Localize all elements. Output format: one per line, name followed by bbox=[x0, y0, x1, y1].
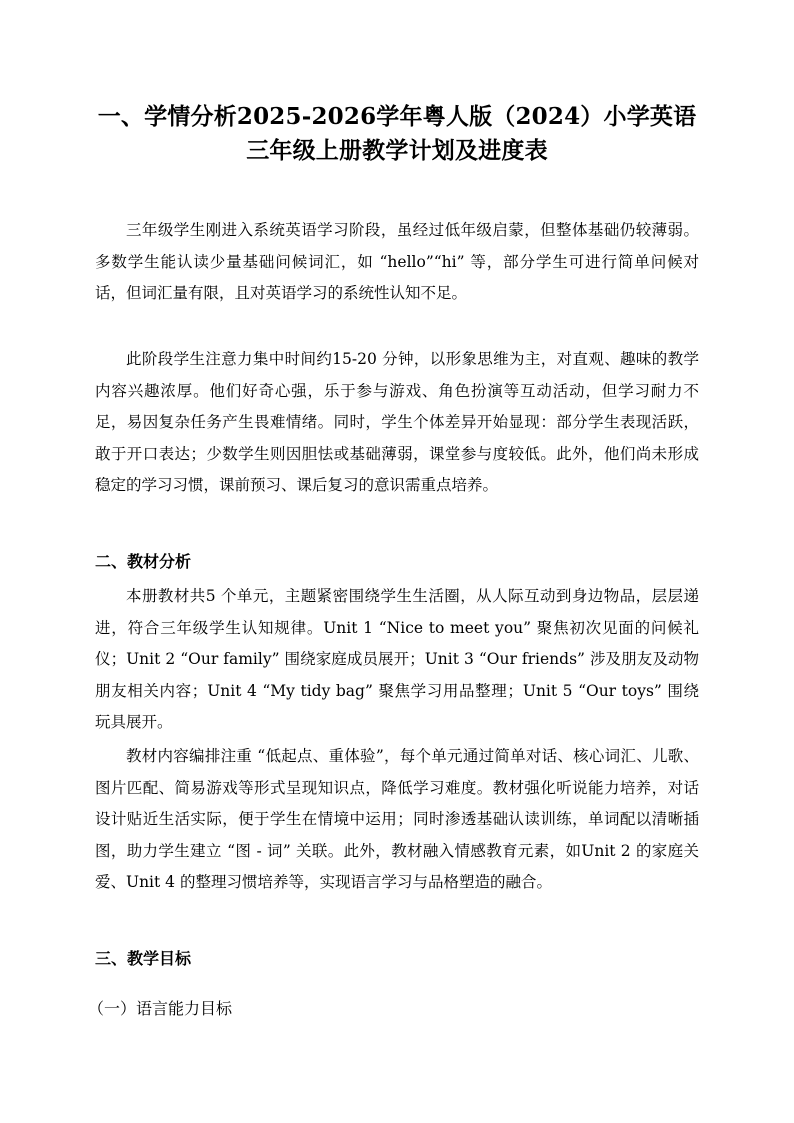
subsection-heading-language-ability: （一）语言能力目标 bbox=[88, 999, 233, 1018]
section-heading-teaching-goals: 三、教学目标 bbox=[95, 949, 192, 968]
analysis-paragraph-2: 此阶段学生注意力集中时间约15-20 分钟，以形象思维为主，对直观、趣味的教学内容兴趣浓厚。他们好奇心强，乐于参与游戏、角色扮演等互动活动，但学习耐力不足，易因复杂任务产生畏难情绪。同时，学生个体差异开始显现：部分学生表现活跃，敢于开口表达；少数学生则因胆怯或基础薄弱，课堂参与度较低。此外，他们尚未形成稳定的学习习惯，课前预习、课后复习的意识需重点培养。 bbox=[95, 350, 699, 494]
textbook-paragraph-1: 本册教材共5 个单元，主题紧密围绕学生生活圈，从人际互动到身边物品，层层递进，符合三年级学生认知规律。Unit 1 “Nice to meet you” 聚焦初次见面的问候礼仪；Unit 2 “Our family” 围绕家庭成员展开；Unit 3 “Our friends” 涉及朋友及动物朋友相关内容；Unit 4 “My tidy bag” 聚焦学习用品整理；Unit 5 “Our toys” 围绕玩具展开。 bbox=[95, 587, 699, 731]
analysis-paragraph-1: 三年级学生刚进入系统英语学习阶段，虽经过低年级启蒙，但整体基础仍较薄弱。多数学生能认读少量基础问候词汇，如 “hello”“hi” 等，部分学生可进行简单问候对话，但词汇量有限，且对英语学习的系统性认知不足。 bbox=[95, 221, 699, 302]
section-heading-textbook-analysis: 二、教材分析 bbox=[95, 552, 192, 571]
document-title: 一、学情分析2025-2026学年粤人版（2024）小学英语三年级上册教学计划及进度表 bbox=[97, 103, 697, 164]
textbook-paragraph-2: 教材内容编排注重 “低起点、重体验”，每个单元通过简单对话、核心词汇、儿歌、图片匹配、简易游戏等形式呈现知识点，降低学习难度。教材强化听说能力培养，对话设计贴近生活实际，便于学生在情境中运用；同时渗透基础认读训练，单词配以清晰插图，助力学生建立 “图 - 词” 关联。此外，教材融入情感教育元素，如Unit 2 的家庭关爱、Unit 4 的整理习惯培养等，实现语言学习与品格塑造的融合。 bbox=[95, 747, 699, 891]
